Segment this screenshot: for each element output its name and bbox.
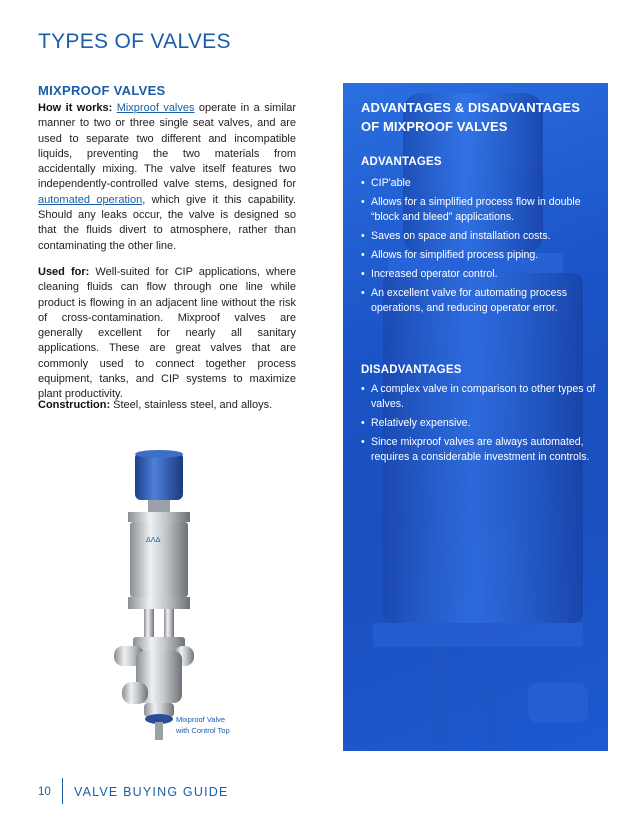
list-item: • A complex valve in comparison to other types of valves. (361, 382, 597, 412)
advantages-heading: ADVANTAGES (361, 156, 442, 168)
how-it-works-label: How it works: (38, 102, 113, 114)
advantages-panel (343, 83, 608, 751)
used-for-label: Used for: (38, 266, 90, 278)
disadvantages-list (361, 382, 597, 469)
image-caption (176, 714, 230, 736)
automated-operation-link[interactable]: automated operation (38, 193, 143, 206)
svg-text:ᐃᐱᐃ: ᐃᐱᐃ (146, 537, 161, 544)
advantages-list (361, 176, 597, 320)
page-title: TYPES OF VALVES (38, 30, 231, 53)
how-it-works-text-2: , which give it this capability. Should any leaks occur, the valve is designed so that the fluids divert to atmosphere, rather than contaminating the other line. (38, 193, 296, 252)
list-item: • Relatively expensive. (361, 416, 597, 431)
list-item: • Increased operator control. (361, 267, 597, 282)
construction-text: Steel, stainless steel, and alloys. (110, 399, 273, 411)
used-for-paragraph (38, 265, 296, 403)
mixproof-valve-image (108, 450, 238, 745)
image-caption-line-2: with Control Top (176, 726, 230, 735)
disadvantages-heading: DISADVANTAGES (361, 364, 462, 376)
how-it-works-paragraph (38, 101, 296, 254)
construction-label: Construction: (38, 399, 111, 411)
list-item: • Saves on space and installation costs. (361, 229, 597, 244)
list-item: • An excellent valve for automating process operations, and reducing operator error. (361, 286, 597, 316)
mixproof-valves-link[interactable]: Mixproof valves (116, 102, 195, 114)
panel-heading: ADVANTAGES & DISADVANTAGES OF MIXPROOF VALVES (361, 100, 581, 134)
page-number: 10 (38, 786, 51, 798)
list-item: • Since mixproof valves are always automated, requires a considerable investment in controls. (361, 435, 597, 465)
section-heading: MIXPROOF VALVES (38, 83, 166, 98)
used-for-text: Well-suited for CIP applications, where cleaning fluids can flow through one line while product is flowing in an adjacent line without the risk of cross-contamination. Mixproof valves are generally excellent for nearly all sanitary applications. These are great valves that are commonly used to connect together process equipment, tanks, and CIP systems to maximize plant productivity. (38, 266, 297, 401)
how-it-works-text-1: operate in a similar manner to two or three single seat valves, and are used to separate two different and incompatible liquids, preventing the two materials from accidentally mixing. The valve itself features two independently-controlled valve stems, designed for (38, 102, 296, 191)
image-caption-line-1: Mixproof Valve (176, 715, 226, 724)
construction-paragraph (38, 398, 296, 413)
list-item: • Allows for simplified process piping. (361, 248, 597, 263)
footer-divider (62, 778, 63, 804)
footer-guide-title: VALVE BUYING GUIDE (74, 785, 229, 799)
list-item: • CIP'able (361, 176, 597, 191)
list-item: • Allows for a simplified process flow in double “block and bleed” applications. (361, 195, 597, 225)
